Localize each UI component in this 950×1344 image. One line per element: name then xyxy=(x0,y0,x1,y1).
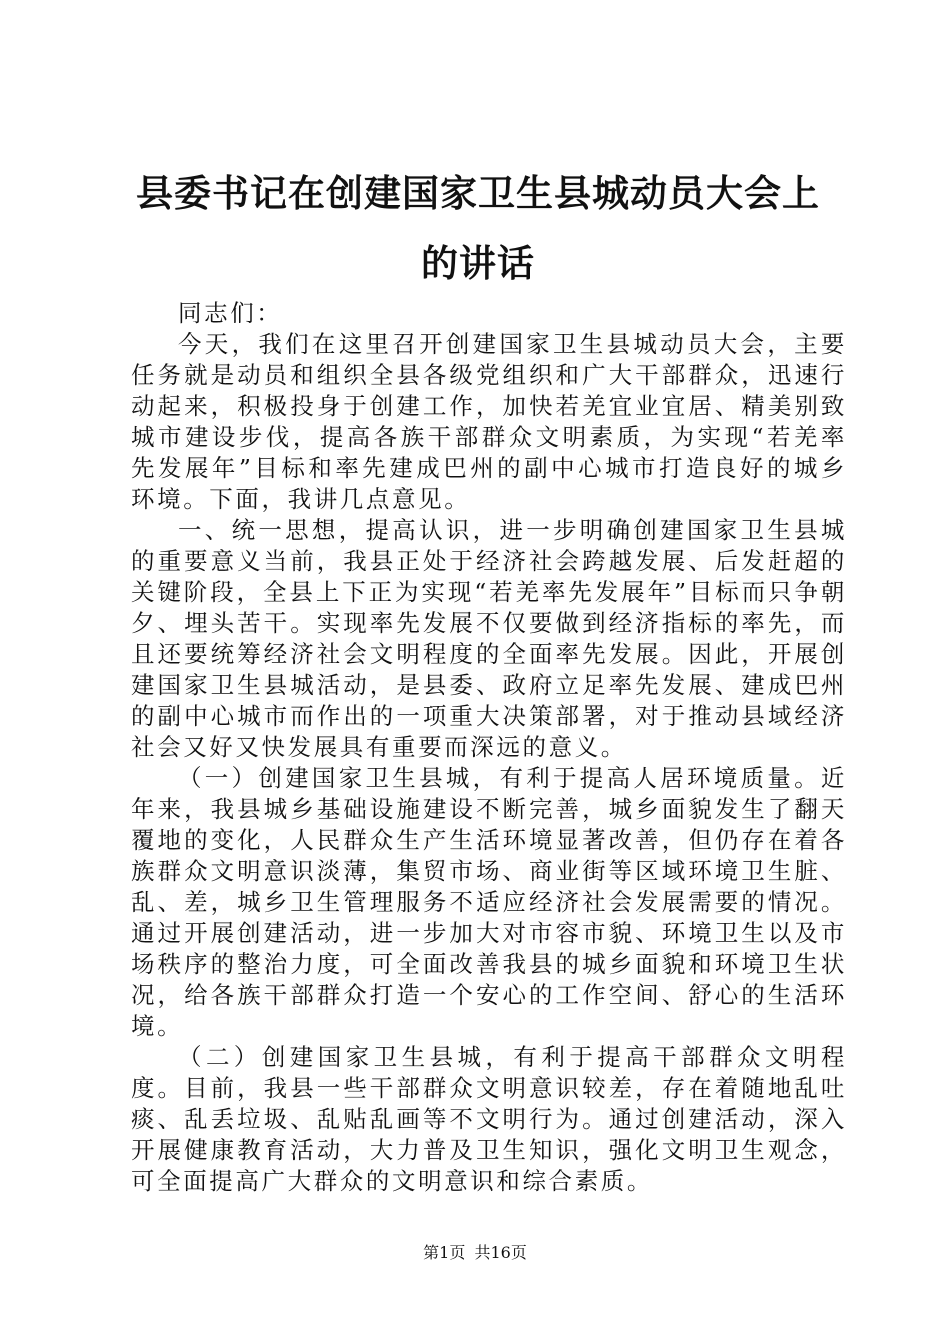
total-pages: 共16页 xyxy=(474,1243,527,1262)
salutation: 同志们： xyxy=(178,299,283,327)
current-page-number: 第1页 xyxy=(423,1243,466,1262)
document-body xyxy=(131,298,847,1197)
document-title: 县委书记在创建国家卫生县城动员大会上的讲话 xyxy=(136,171,820,285)
paragraph: （二）创建国家卫生县城，有利于提高干部群众文明程度。目前，我县一些干部群众文明意识较差，存在着随地乱吐痰、乱丢垃圾、乱贴乱画等不文明行为。通过创建活动，深入开展健康教育活动，大力普及卫生知识，强化文明卫生观念，可全面提高广大群众的文明意识和综合素质。 xyxy=(131,1043,847,1195)
paragraph: 今天，我们在这里召开创建国家卫生县城动员大会，主要任务就是动员和组织全县各级党组织和广大干部群众，迅速行动起来，积极投身于创建工作，加快若羌宜业宜居、精美别致城市建设步伐，提高各族干部群众文明素质，为实现“若羌率先发展年”目标和率先建成巴州的副中心城市打造良好的城乡环境。下面，我讲几点意见。 xyxy=(131,330,847,513)
paragraph: 一、统一思想，提高认识，进一步明确创建国家卫生县城的重要意义当前，我县正处于经济社会跨越发展、后发赶超的关键阶段，全县上下正为实现“若羌率先发展年”目标而只争朝夕、埋头苦干。实现率先发展不仅要做到经济指标的率先，而且还要统筹经济社会文明程度的全面率先发展。因此，开展创建国家卫生县城活动，是县委、政府立足率先发展、建成巴州的副中心城市而作出的一项重大决策部署，对于推动县域经济社会又好又快发展具有重要而深远的意义。 xyxy=(131,516,847,761)
paragraph: （一）创建国家卫生县城，有利于提高人居环境质量。近年来，我县城乡基础设施建设不断完善，城乡面貌发生了翻天覆地的变化，人民群众生产生活环境显著改善，但仍存在着各族群众文明意识淡薄，集贸市场、商业街等区域环境卫生脏、乱、差，城乡卫生管理服务不适应经济社会发展需要的情况。通过开展创建活动，进一步加大对市容市貌、环境卫生以及市场秩序的整治力度，可全面改善我县的城乡面貌和环境卫生状况，给各族干部群众打造一个安心的工作空间、舒心的生活环境。 xyxy=(131,764,847,1040)
page-footer xyxy=(0,1243,950,1263)
